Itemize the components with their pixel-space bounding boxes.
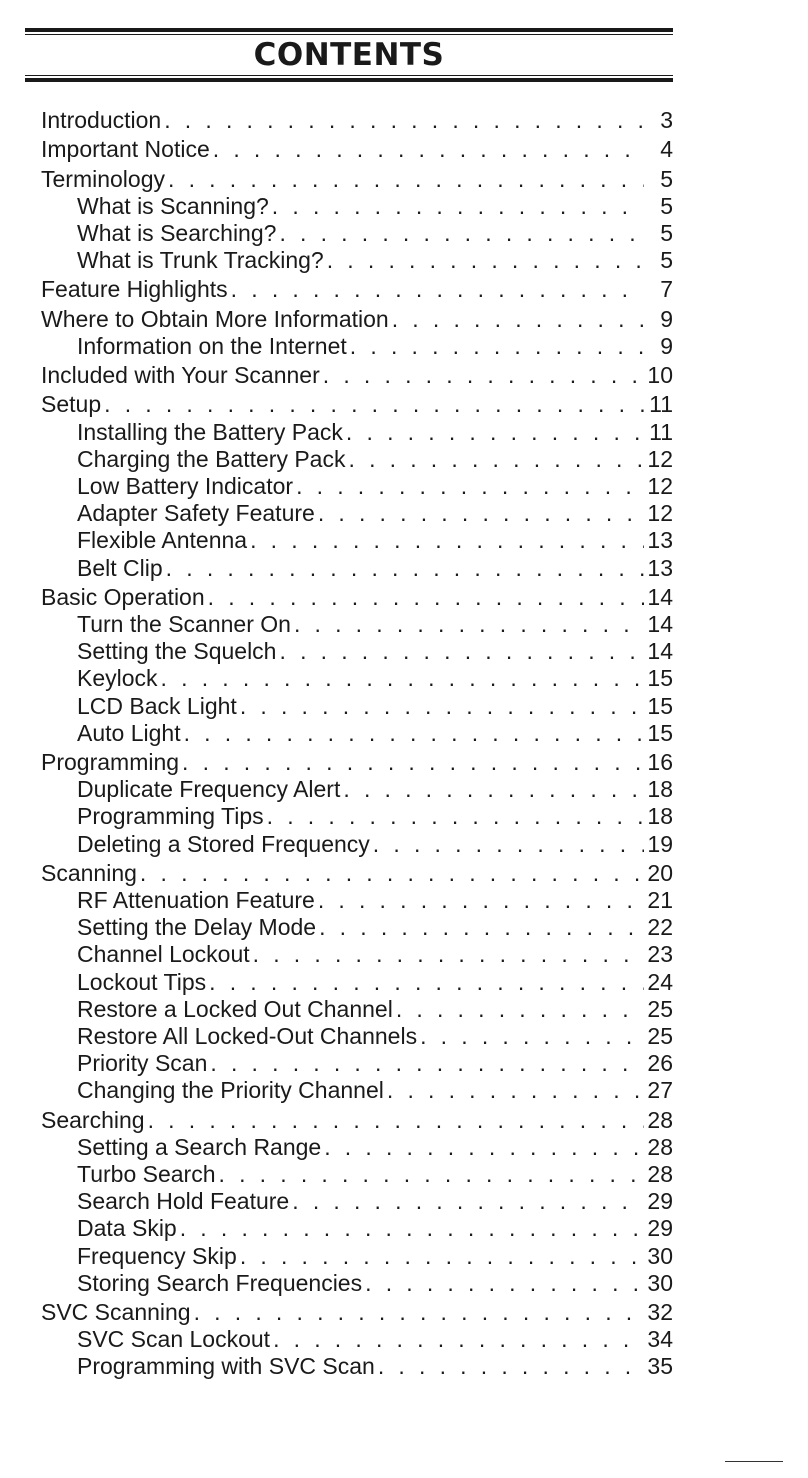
- toc-entry-page-number: 34: [647, 1326, 673, 1353]
- toc-entry-page-number: 29: [647, 1188, 673, 1215]
- toc-dot-leader: [184, 720, 644, 747]
- toc-entry-page-number: 4: [660, 136, 673, 163]
- toc-dot-leader: [180, 1215, 644, 1242]
- toc-entry-page-number: 12: [647, 473, 673, 499]
- toc-subsection-entry[interactable]: [41, 803, 673, 830]
- toc-entry-page-number: 21: [647, 887, 673, 914]
- toc-dot-leader: [231, 276, 644, 303]
- toc-section-entry[interactable]: [41, 749, 673, 776]
- toc-entry-label: Belt Clip: [77, 554, 163, 581]
- toc-dot-leader: [164, 107, 644, 134]
- toc-section-entry[interactable]: [41, 860, 673, 887]
- toc-entry-label: Changing the Priority Channel: [77, 1077, 384, 1104]
- toc-dot-leader: [194, 1299, 644, 1326]
- toc-entry-page-number: 18: [647, 803, 673, 830]
- toc-dot-leader: [392, 306, 644, 333]
- toc-entry-page-number: 15: [647, 719, 673, 746]
- toc-entry-page-number: 29: [647, 1215, 673, 1242]
- toc-dot-leader: [378, 1353, 644, 1380]
- toc-subsection-entry[interactable]: [41, 1188, 673, 1215]
- toc-subsection-entry[interactable]: [41, 611, 673, 638]
- toc-subsection-entry[interactable]: [41, 419, 673, 446]
- toc-entry-page-number: 14: [647, 638, 673, 665]
- toc-dot-leader: [267, 803, 644, 830]
- toc-entry-label: Channel Lockout: [77, 941, 250, 968]
- toc-dot-leader: [253, 941, 644, 968]
- toc-entry-label: Turbo Search: [77, 1161, 216, 1188]
- toc-entry-label: Keylock: [77, 665, 158, 692]
- toc-dot-leader: [148, 1107, 644, 1134]
- toc-entry-page-number: 7: [660, 276, 673, 303]
- toc-entry-label: What is Scanning?: [77, 192, 269, 219]
- toc-subsection-entry[interactable]: [41, 555, 673, 582]
- toc-entry-page-number: 28: [647, 1106, 673, 1133]
- toc-section-entry[interactable]: [41, 391, 673, 418]
- toc-dot-leader: [294, 611, 644, 638]
- toc-entry-page-number: 25: [647, 995, 673, 1022]
- toc-dot-leader: [182, 749, 644, 776]
- toc-entry-page-number: 14: [647, 611, 673, 638]
- toc-entry-page-number: 35: [647, 1353, 673, 1380]
- toc-entry-label: Low Battery Indicator: [77, 473, 294, 499]
- toc-dot-leader: [273, 1326, 644, 1353]
- toc-dot-leader: [161, 665, 644, 692]
- toc-subsection-entry[interactable]: [41, 1326, 673, 1353]
- toc-subsection-entry[interactable]: [41, 1353, 673, 1380]
- toc-entry-label: Flexible Antenna: [77, 527, 248, 554]
- toc-dot-leader: [396, 996, 644, 1023]
- toc-dot-leader: [343, 776, 644, 803]
- toc-subsection-entry[interactable]: [41, 693, 673, 720]
- toc-section-entry[interactable]: [41, 276, 673, 303]
- toc-dot-leader: [346, 419, 644, 446]
- toc-entry-page-number: 5: [660, 192, 673, 219]
- toc-dot-leader: [104, 391, 644, 418]
- toc-dot-leader: [327, 247, 644, 274]
- toc-entry-page-number: 18: [647, 776, 673, 803]
- toc-entry-label: Duplicate Frequency Alert: [77, 776, 341, 803]
- toc-entry-label: SVC Scanning: [41, 1299, 191, 1326]
- toc-entry-label: Auto Light: [77, 719, 181, 746]
- toc-dot-leader: [208, 584, 644, 611]
- toc-entry-label: Adapter Safety Feature: [77, 500, 315, 527]
- toc-entry-label: Searching: [41, 1106, 145, 1133]
- toc-entry-page-number: 13: [647, 527, 673, 554]
- footer-rule: [725, 1461, 783, 1462]
- toc-entry-label: Charging the Battery Pack: [77, 445, 346, 472]
- toc-entry-label: Setting the Delay Mode: [77, 914, 317, 941]
- toc-dot-leader: [318, 500, 644, 527]
- toc-subsection-entry[interactable]: [41, 638, 673, 665]
- toc-subsection-entry[interactable]: [41, 665, 673, 692]
- toc-entry-page-number: 10: [647, 362, 673, 389]
- toc-entry-page-number: 9: [660, 332, 673, 359]
- toc-entry-page-number: 28: [647, 1133, 673, 1160]
- toc-entry-label: Storing Search Frequencies: [77, 1269, 363, 1296]
- toc-entry-label: Search Hold Feature: [77, 1188, 290, 1215]
- toc-entry-page-number: 27: [647, 1077, 673, 1104]
- toc-entry-label: Setting the Squelch: [77, 638, 277, 665]
- toc-entry-page-number: 24: [647, 968, 673, 995]
- toc-entry-label: Setup: [41, 391, 102, 418]
- toc-subsection-entry[interactable]: [41, 220, 673, 247]
- toc-subsection-entry[interactable]: [41, 1023, 673, 1050]
- toc-subsection-entry[interactable]: [41, 527, 673, 554]
- toc-entry-label: What is Searching?: [77, 219, 277, 246]
- toc-subsection-entry[interactable]: [41, 473, 673, 500]
- page-title: CONTENTS: [253, 37, 445, 73]
- toc-entry-label: Programming Tips: [77, 803, 264, 830]
- toc-entry-label: SVC Scan Lockout: [77, 1326, 271, 1353]
- toc-subsection-entry[interactable]: [41, 1215, 673, 1242]
- toc-subsection-entry[interactable]: [41, 247, 673, 274]
- toc-section-entry[interactable]: [41, 1299, 673, 1326]
- toc-dot-leader: [365, 1270, 644, 1297]
- toc-dot-leader: [350, 333, 644, 360]
- toc-entry-label: Important Notice: [41, 136, 210, 163]
- toc-entry-label: Information on the Internet: [77, 332, 347, 359]
- toc-dot-leader: [348, 446, 644, 473]
- toc-entry-page-number: 5: [660, 165, 673, 192]
- toc-section-entry[interactable]: [41, 306, 673, 333]
- toc-entry-page-number: 26: [647, 1050, 673, 1077]
- toc-entry-page-number: 23: [647, 941, 673, 968]
- toc-dot-leader: [319, 914, 644, 941]
- toc-section-entry[interactable]: [41, 362, 673, 389]
- toc-dot-leader: [219, 1161, 645, 1188]
- toc-section-entry[interactable]: [41, 107, 673, 134]
- toc-entry-label: Turn the Scanner On: [77, 611, 291, 638]
- toc-entry-page-number: 15: [647, 665, 673, 692]
- toc-entry-page-number: 32: [647, 1299, 673, 1326]
- toc-entry-page-number: 30: [647, 1242, 673, 1269]
- toc-dot-leader: [166, 555, 644, 582]
- toc-dot-leader: [279, 638, 644, 665]
- toc-subsection-entry[interactable]: [41, 333, 673, 360]
- toc-entry-label: Data Skip: [77, 1215, 177, 1242]
- toc-subsection-entry[interactable]: [41, 1270, 673, 1297]
- toc-subsection-entry[interactable]: [41, 996, 673, 1023]
- toc-dot-leader: [420, 1023, 644, 1050]
- toc-entry-label: Scanning: [41, 859, 137, 886]
- toc-entry-label: Restore All Locked-Out Channels: [77, 1023, 418, 1050]
- toc-subsection-entry[interactable]: [41, 914, 673, 941]
- toc-dot-leader: [240, 1243, 644, 1270]
- toc-entry-page-number: 12: [647, 500, 673, 527]
- toc-dot-leader: [272, 193, 644, 220]
- toc-entry-label: RF Attenuation Feature: [77, 887, 315, 914]
- toc-entry-page-number: 13: [647, 554, 673, 581]
- toc-dot-leader: [318, 887, 644, 914]
- toc-entry-page-number: 12: [647, 445, 673, 472]
- toc-entry-page-number: 15: [647, 692, 673, 719]
- toc-entry-label: Basic Operation: [41, 583, 205, 610]
- toc-subsection-entry[interactable]: [41, 887, 673, 914]
- toc-entry-page-number: 16: [647, 749, 673, 776]
- toc-entry-label: Where to Obtain More Information: [41, 305, 389, 332]
- toc-entry-page-number: 28: [647, 1161, 673, 1188]
- toc-dot-leader: [209, 969, 644, 996]
- toc-entry-label: Setting a Search Range: [77, 1133, 322, 1160]
- toc-section-entry[interactable]: [41, 166, 673, 193]
- toc-dot-leader: [210, 1050, 644, 1077]
- toc-subsection-entry[interactable]: [41, 1161, 673, 1188]
- toc-subsection-entry[interactable]: [41, 500, 673, 527]
- toc-entry-page-number: 5: [660, 247, 673, 274]
- toc-entry-label: Feature Highlights: [41, 276, 228, 303]
- toc-entry-page-number: 30: [647, 1269, 673, 1296]
- toc-entry-page-number: 19: [647, 830, 673, 857]
- toc-dot-leader: [250, 527, 644, 554]
- toc-entry-label: Deleting a Stored Frequency: [77, 830, 370, 857]
- toc-entry-label: Terminology: [41, 165, 165, 192]
- toc-dot-leader: [168, 166, 644, 193]
- toc-subsection-entry[interactable]: [41, 941, 673, 968]
- table-of-contents: [41, 107, 673, 1381]
- toc-entry-page-number: 20: [647, 859, 673, 886]
- toc-entry-label: Lockout Tips: [77, 968, 207, 995]
- toc-dot-leader: [140, 860, 644, 887]
- toc-entry-label: LCD Back Light: [77, 692, 237, 719]
- toc-subsection-entry[interactable]: [41, 969, 673, 996]
- toc-dot-leader: [387, 1077, 644, 1104]
- toc-entry-page-number: 14: [647, 583, 673, 610]
- toc-entry-label: Programming: [41, 749, 180, 776]
- toc-entry-page-number: 11: [649, 391, 673, 418]
- contents-header: [25, 28, 673, 82]
- toc-entry-label: Frequency Skip: [77, 1242, 237, 1269]
- toc-dot-leader: [296, 473, 644, 500]
- toc-entry-label: Included with Your Scanner: [41, 362, 320, 389]
- toc-entry-page-number: 22: [647, 914, 673, 941]
- toc-entry-page-number: 25: [647, 1023, 673, 1050]
- toc-subsection-entry[interactable]: [41, 1243, 673, 1270]
- toc-dot-leader: [373, 831, 644, 858]
- toc-subsection-entry[interactable]: [41, 1050, 673, 1077]
- toc-subsection-entry[interactable]: [41, 720, 673, 747]
- toc-dot-leader: [279, 220, 644, 247]
- toc-subsection-entry[interactable]: [41, 193, 673, 220]
- toc-entry-label: Priority Scan: [77, 1050, 208, 1077]
- toc-entry-label: What is Trunk Tracking?: [77, 247, 324, 274]
- toc-entry-label: Programming with SVC Scan: [77, 1353, 375, 1380]
- toc-section-entry[interactable]: [41, 584, 673, 611]
- toc-entry-label: Introduction: [41, 107, 162, 133]
- toc-subsection-entry[interactable]: [41, 831, 673, 858]
- toc-entry-label: Restore a Locked Out Channel: [77, 995, 393, 1022]
- toc-entry-page-number: 9: [660, 305, 673, 332]
- toc-entry-label: Installing the Battery Pack: [77, 418, 343, 445]
- toc-section-entry[interactable]: [41, 136, 673, 163]
- toc-dot-leader: [240, 693, 644, 720]
- toc-subsection-entry[interactable]: [41, 1134, 673, 1161]
- toc-entry-page-number: 11: [649, 418, 673, 445]
- toc-subsection-entry[interactable]: [41, 776, 673, 803]
- toc-dot-leader: [323, 362, 644, 389]
- toc-subsection-entry[interactable]: [41, 1077, 673, 1104]
- toc-dot-leader: [292, 1188, 644, 1215]
- toc-entry-page-number: 3: [660, 107, 673, 133]
- toc-subsection-entry[interactable]: [41, 446, 673, 473]
- header-rule-bottom-thick: [25, 78, 673, 82]
- toc-section-entry[interactable]: [41, 1107, 673, 1134]
- toc-dot-leader: [213, 136, 644, 163]
- toc-dot-leader: [324, 1134, 644, 1161]
- toc-entry-page-number: 5: [660, 219, 673, 246]
